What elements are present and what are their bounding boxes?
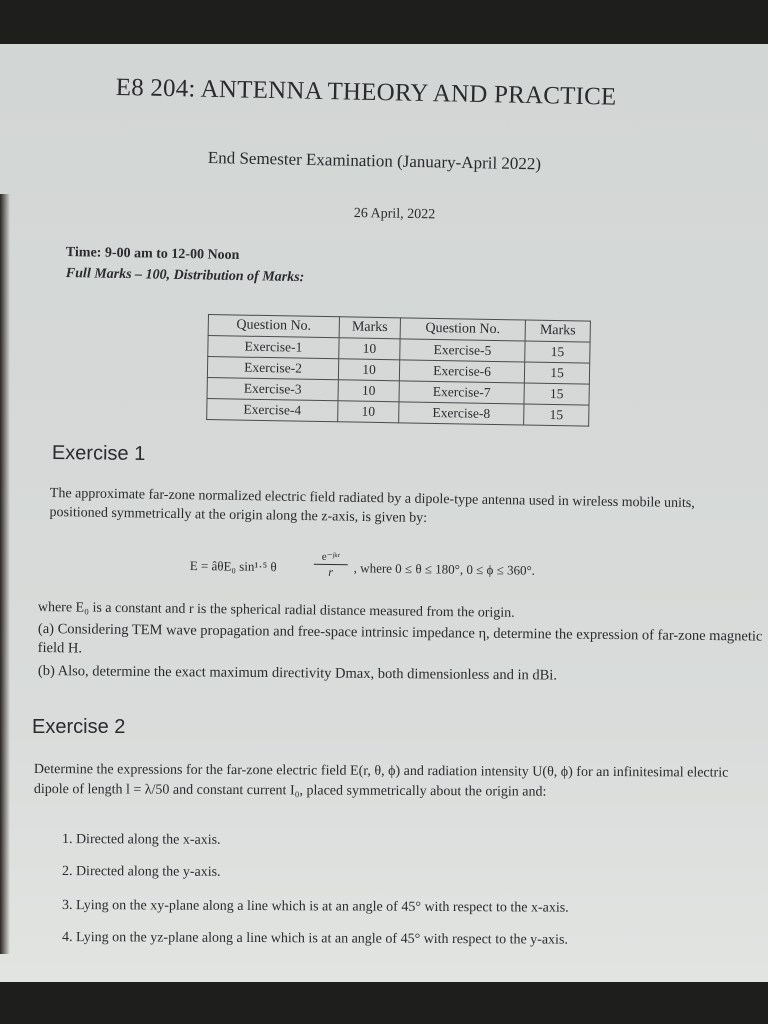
col-question-no-2: Question No. <box>400 318 525 341</box>
table-cell: Exercise-3 <box>207 377 338 400</box>
table-cell: Exercise-7 <box>399 381 524 404</box>
exercise-1-heading: Exercise 1 <box>51 442 146 465</box>
list-item: 1. Directed along the x-axis. <box>61 832 221 848</box>
table-cell: Exercise-2 <box>207 357 338 380</box>
equation-denominator: r <box>328 564 334 579</box>
marks-distribution-table <box>206 314 591 427</box>
equation-numerator: e⁻ʲᵏʳ <box>314 550 348 565</box>
course-title: E8 204: ANTENNA THEORY AND PRACTICE <box>115 74 617 111</box>
table-cell: 10 <box>339 338 400 360</box>
table-cell: 15 <box>524 383 589 405</box>
equation-fraction <box>314 550 348 580</box>
table-cell: Exercise-4 <box>207 398 338 421</box>
exam-title: End Semester Examination (January-April 2022) <box>207 148 542 174</box>
exercise-1-intro: The approximate far-zone normalized electric field radiated by a dipole-type antenna used in wireless mobile units, positioned symmetrically at the origin along the z-axis, is given by: <box>49 485 695 526</box>
list-item: 3. Lying on the xy-plane along a line which is at an angle of 45° with respect to the x-axis. <box>61 898 569 916</box>
full-marks-line: Full Marks – 100, Distribution of Marks: <box>65 266 305 286</box>
table-cell: 15 <box>524 404 589 426</box>
exercise-2-intro: Determine the expressions for the far-zone electric field E(r, θ, ϕ) and radiation intensity U(θ, ϕ) for an infinitesimal electric dipole of length l = λ/50 and constant current I₀, placed symmetrically about the origin and: <box>33 762 729 800</box>
paper-shadow-edge <box>0 194 10 954</box>
table-cell: 15 <box>525 341 590 363</box>
exam-time: Time: 9-00 am to 12-00 Noon <box>65 245 240 264</box>
col-marks: Marks <box>339 317 400 339</box>
table-cell: Exercise-6 <box>399 360 524 383</box>
list-item: 2. Directed along the y-axis. <box>61 864 221 880</box>
exercise-2-heading: Exercise 2 <box>32 716 126 738</box>
equation-lhs: E = âθE₀ sin¹·⁵ θ <box>189 557 277 575</box>
table-cell: 10 <box>338 380 399 402</box>
exercise-1-part-a: (a) Considering TEM wave propagation and free-space intrinsic impedance η, determine the expression of far-zone magnetic field H. <box>37 620 763 657</box>
table-cell: Exercise-1 <box>208 336 339 359</box>
table-cell: 10 <box>338 359 399 381</box>
table-cell: 10 <box>338 401 399 423</box>
col-question-no: Question No. <box>208 315 339 338</box>
field-equation <box>189 548 630 594</box>
table-cell: Exercise-8 <box>399 402 524 425</box>
exam-date: 26 April, 2022 <box>353 206 436 223</box>
exercise-1-part-b: (b) Also, determine the exact maximum directivity Dmax, both dimensionless and in dBi. <box>37 662 558 684</box>
list-item: 4. Lying on the yz-plane along a line which is at an angle of 45° with respect to the y-axis. <box>61 930 568 948</box>
table-cell: 15 <box>524 362 589 384</box>
exercise-1-where: where E₀ is a constant and r is the spherical radial distance measured from the origin. <box>37 599 515 621</box>
equation-condition: , where 0 ≤ θ ≤ 180°, 0 ≤ ϕ ≤ 360°. <box>353 560 536 578</box>
col-marks-2: Marks <box>525 320 590 342</box>
table-cell: Exercise-5 <box>400 339 525 362</box>
